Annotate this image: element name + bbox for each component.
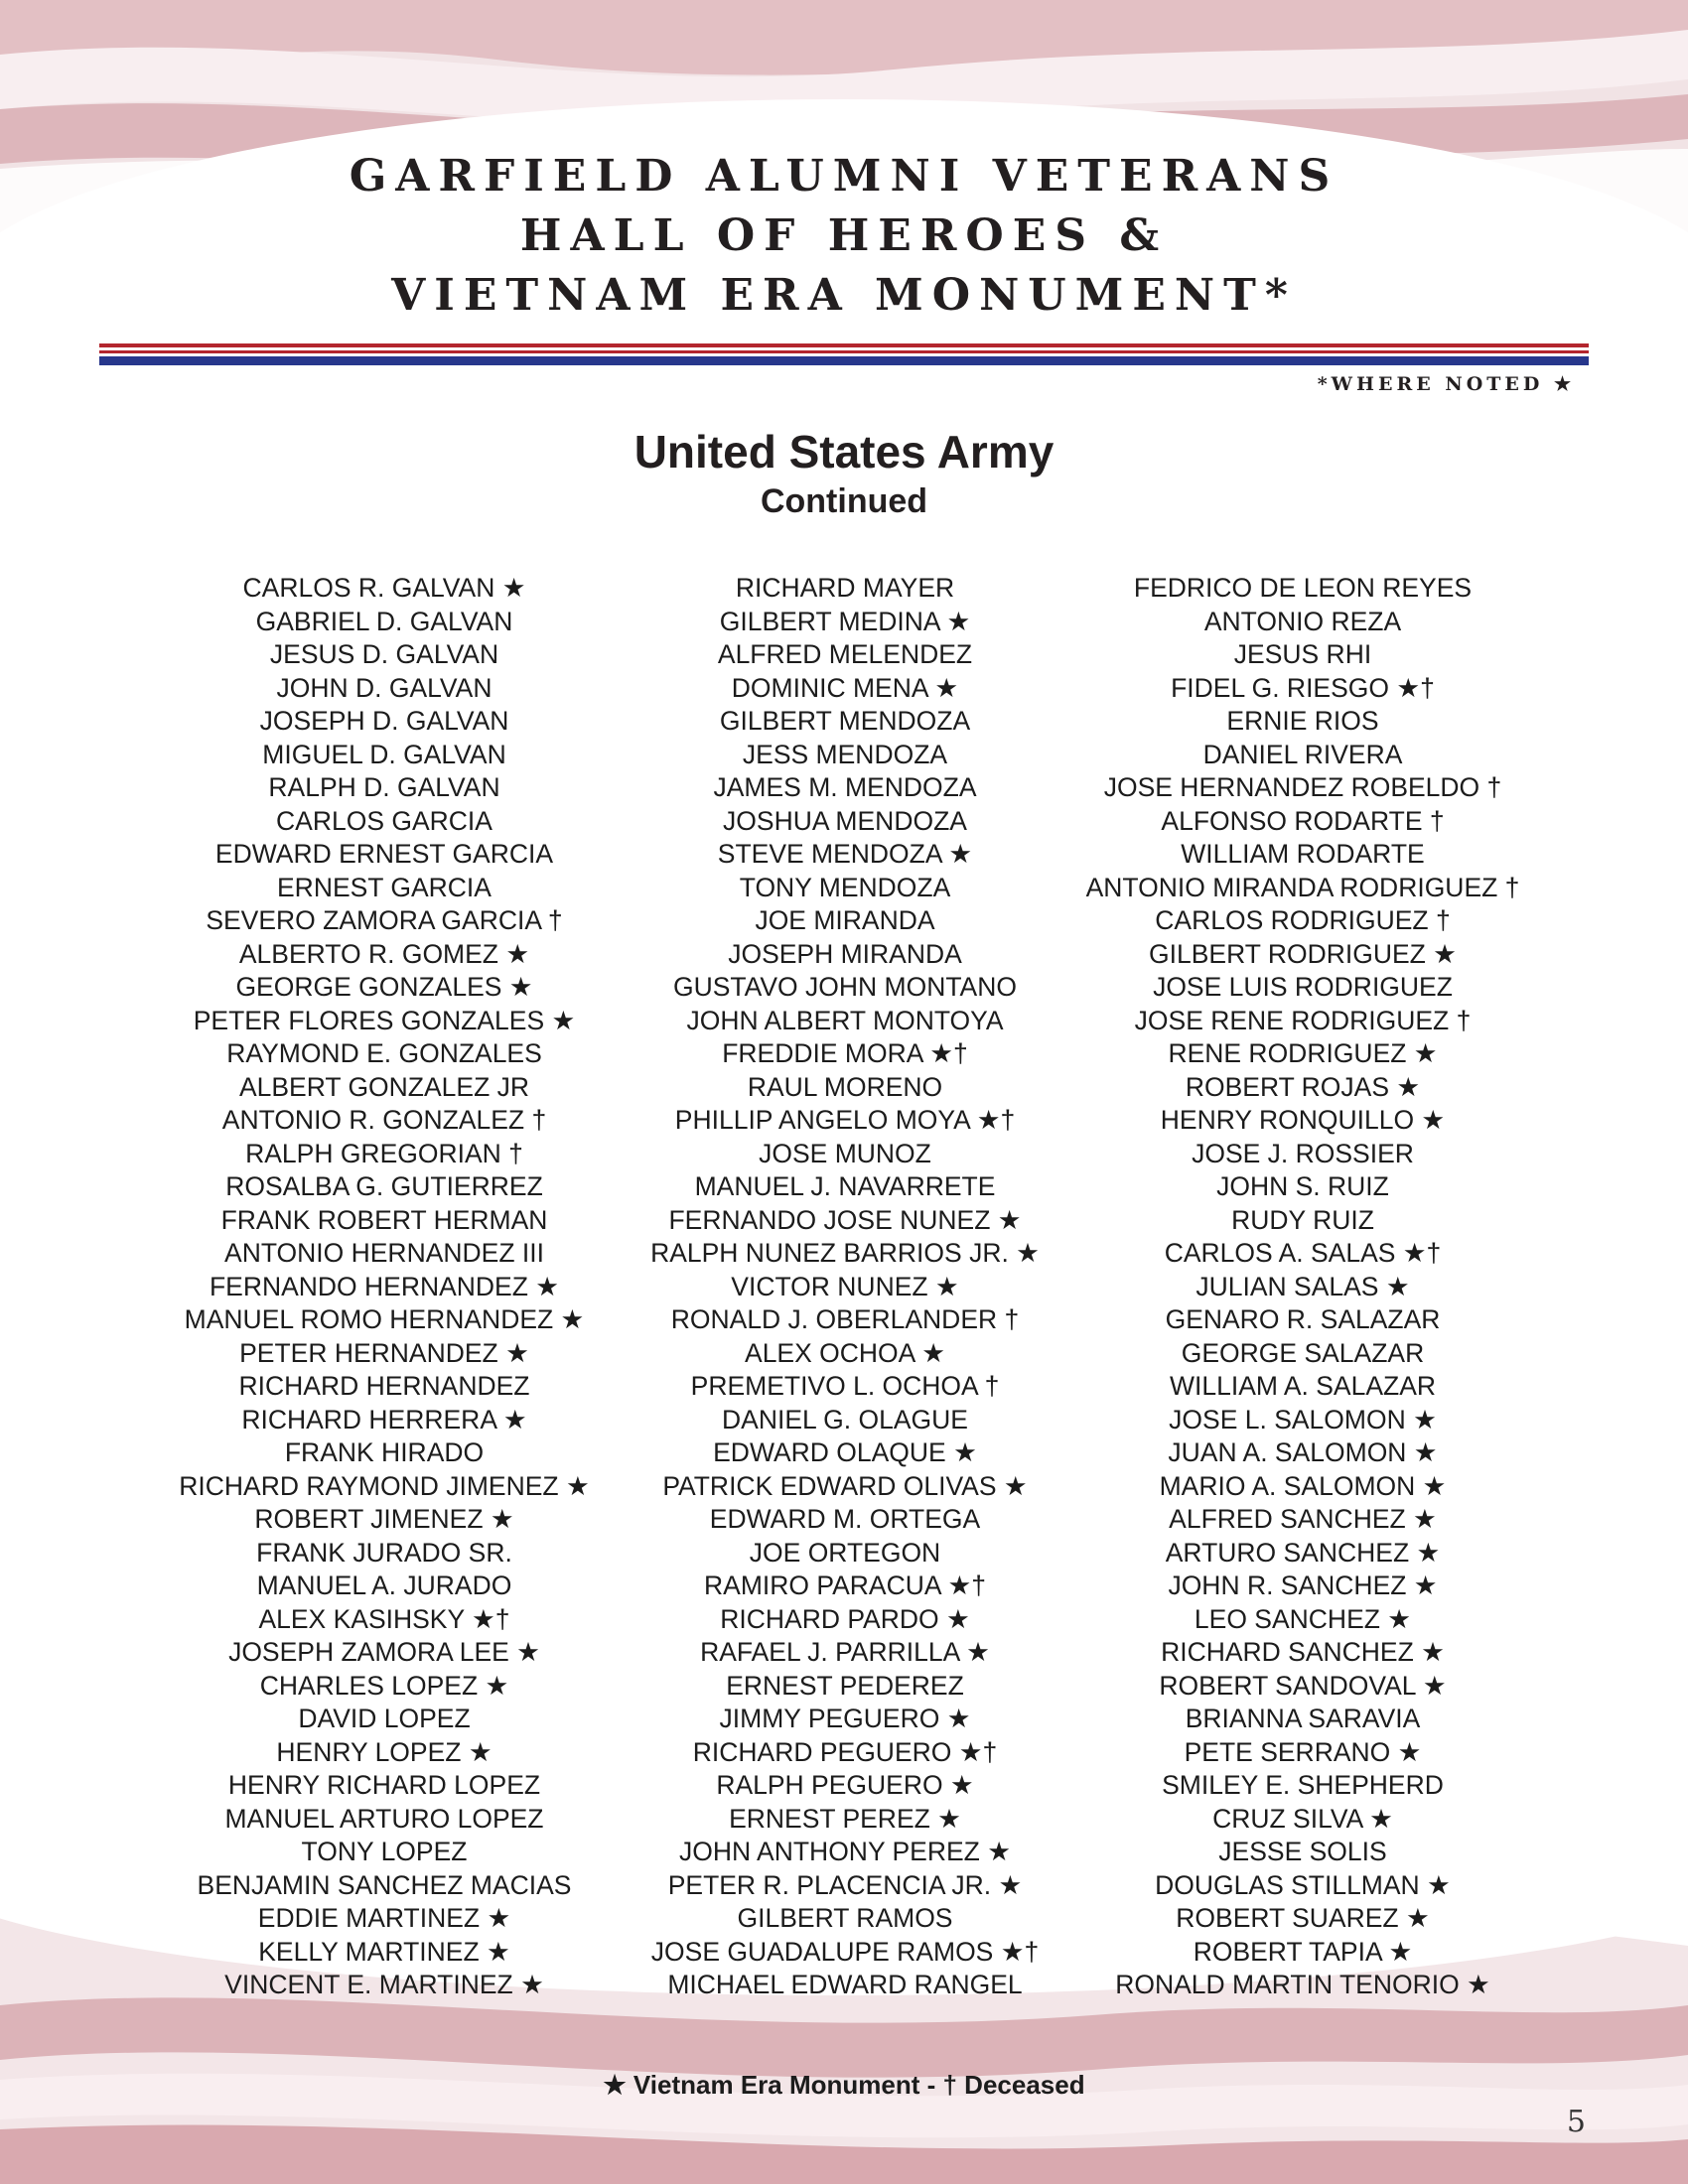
veteran-name: FRANK ROBERT HERMAN (220, 1204, 548, 1235)
blue-rule (99, 356, 1589, 365)
veteran-name: DANIEL RIVERA (1202, 739, 1403, 769)
veteran-name: CARLOS A. SALAS ★† (1164, 1238, 1442, 1268)
names-column-1 (146, 572, 623, 2002)
veteran-name: RENE RODRIGUEZ ★ (1168, 1038, 1438, 1068)
veteran-name: ERNEST PEDEREZ (726, 1670, 964, 1701)
title-line-1: GARFIELD ALUMNI VETERANS (349, 151, 1339, 202)
veteran-name: JOSE LUIS RODRIGUEZ (1153, 972, 1453, 1002)
veteran-name: VINCENT E. MARTINEZ ★ (224, 1970, 544, 1999)
veteran-name: HENRY LOPEZ ★ (276, 1736, 492, 1767)
veteran-name: RONALD MARTIN TENORIO ★ (1115, 1970, 1490, 1999)
veteran-name: FREDDIE MORA ★† (722, 1038, 968, 1068)
veteran-name: CHARLES LOPEZ ★ (259, 1670, 509, 1701)
veteran-name: SMILEY E. SHEPHERD (1162, 1770, 1444, 1800)
veteran-name: RAFAEL J. PARRILLA ★ (700, 1637, 990, 1667)
veteran-name: SEVERO ZAMORA GARCIA † (206, 905, 563, 935)
veteran-name: JOSHUA MENDOZA (723, 805, 967, 836)
veteran-name: RICHARD HERNANDEZ (238, 1371, 530, 1401)
veteran-name: RALPH GREGORIAN † (245, 1138, 523, 1168)
veteran-name: JOHN S. RUIZ (1216, 1171, 1389, 1201)
veteran-name: CARLOS RODRIGUEZ † (1155, 905, 1451, 935)
veteran-name: BRIANNA SARAVIA (1185, 1704, 1421, 1733)
veteran-name: ERNEST PEREZ ★ (729, 1803, 961, 1834)
section-title: United States Army (633, 426, 1055, 478)
veteran-name: ALBERT GONZALEZ JR (238, 1071, 530, 1102)
veteran-name: JOSE HERNANDEZ ROBELDO † (1103, 772, 1502, 802)
veteran-name: JOSE L. SALOMON ★ (1169, 1404, 1437, 1434)
veteran-name: JOE MIRANDA (755, 905, 935, 935)
veteran-name: RALPH D. GALVAN (268, 772, 500, 802)
veteran-name: JOHN ANTHONY PEREZ ★ (679, 1837, 1011, 1866)
veteran-name: HENRY RONQUILLO ★ (1160, 1105, 1446, 1135)
veteran-name: MANUEL A. JURADO (256, 1570, 512, 1600)
veteran-name: RICHARD MAYER (735, 573, 955, 603)
veteran-name: JOSE RENE RODRIGUEZ † (1134, 1005, 1472, 1035)
veteran-name: RUDY RUIZ (1231, 1204, 1374, 1235)
veteran-name: MANUEL ROMO HERNANDEZ ★ (184, 1304, 585, 1334)
veteran-name: RAUL MORENO (747, 1071, 943, 1102)
veteran-name: GILBERT MENDOZA (719, 706, 971, 736)
veteran-name: PETER FLORES GONZALES ★ (193, 1005, 576, 1035)
veteran-name: WILLIAM RODARTE (1181, 839, 1425, 869)
page-title (0, 147, 1688, 326)
veteran-name: ANTONIO HERNANDEZ III (224, 1238, 544, 1268)
veteran-name: JOE ORTEGON (749, 1537, 941, 1568)
veteran-name: RICHARD HERRERA ★ (241, 1404, 527, 1434)
veteran-name: MANUEL J. NAVARRETE (694, 1171, 996, 1201)
veteran-name: GEORGE GONZALES ★ (235, 972, 533, 1002)
veteran-name: GABRIEL D. GALVAN (255, 606, 513, 636)
veteran-name: MICHAEL EDWARD RANGEL (667, 1970, 1023, 1999)
veteran-name: JOSEPH ZAMORA LEE ★ (228, 1637, 540, 1667)
veteran-name: DOUGLAS STILLMAN ★ (1155, 1869, 1451, 1900)
veteran-name: JOHN D. GALVAN (276, 672, 492, 703)
veteran-name: PETER HERNANDEZ ★ (239, 1337, 529, 1368)
veteran-name: PETER R. PLACENCIA JR. ★ (667, 1869, 1023, 1900)
veteran-name: PHILLIP ANGELO MOYA ★† (674, 1105, 1016, 1135)
veteran-name: FIDEL G. RIESGO ★† (1171, 672, 1435, 703)
veteran-name: JOSEPH MIRANDA (728, 938, 962, 969)
veteran-name: ALFRED SANCHEZ ★ (1169, 1504, 1437, 1534)
veteran-name: DOMINIC MENA ★ (731, 672, 959, 703)
red-rule-thin (99, 350, 1589, 353)
veteran-name: PETE SERRANO ★ (1184, 1736, 1422, 1767)
veteran-name: GILBERT RAMOS (737, 1903, 953, 1933)
veteran-name: HENRY RICHARD LOPEZ (227, 1770, 541, 1800)
veteran-name: CARLOS R. GALVAN ★ (242, 573, 526, 603)
names-column-3 (1064, 572, 1541, 2002)
veteran-name: FRANK JURADO SR. (256, 1537, 512, 1568)
veteran-name: ROBERT ROJAS ★ (1185, 1071, 1421, 1102)
title-line-3: VIETNAM ERA MONUMENT* (391, 270, 1297, 321)
veteran-name: JESSE SOLIS (1218, 1837, 1387, 1866)
veteran-name: CRUZ SILVA ★ (1212, 1803, 1393, 1834)
veteran-name: RAMIRO PARACUA ★† (704, 1570, 986, 1600)
veteran-name: ALBERTO R. GOMEZ ★ (238, 938, 530, 969)
veteran-name: CARLOS GARCIA (276, 805, 492, 836)
veteran-name: JESS MENDOZA (742, 739, 948, 769)
veteran-name: EDDIE MARTINEZ ★ (257, 1903, 511, 1933)
veteran-name: RICHARD SANCHEZ ★ (1161, 1637, 1445, 1667)
veteran-name: RALPH NUNEZ BARRIOS JR. ★ (650, 1238, 1040, 1268)
veteran-name: TONY LOPEZ (301, 1837, 468, 1866)
veteran-name: TONY MENDOZA (739, 872, 951, 902)
veteran-name: RONALD J. OBERLANDER † (670, 1304, 1020, 1334)
title-line-2: HALL OF HEROES & (519, 210, 1169, 261)
veteran-name: RALPH PEGUERO ★ (716, 1770, 974, 1800)
veteran-name: GILBERT RODRIGUEZ ★ (1149, 938, 1457, 969)
veteran-name: KELLY MARTINEZ ★ (258, 1936, 510, 1967)
veteran-name: ALEX OCHOA ★ (745, 1337, 945, 1368)
veteran-name: JULIAN SALAS ★ (1196, 1271, 1410, 1301)
veteran-name: EDWARD ERNEST GARCIA (214, 839, 554, 869)
veteran-name: GILBERT MEDINA ★ (719, 606, 971, 636)
veteran-name: JAMES M. MENDOZA (713, 772, 977, 802)
veteran-name: PATRICK EDWARD OLIVAS ★ (662, 1470, 1028, 1501)
page-number: 5 (1566, 2105, 1586, 2139)
veteran-name: ALFRED MELENDEZ (717, 639, 973, 669)
veteran-name: FERNANDO HERNANDEZ ★ (209, 1271, 560, 1301)
veteran-name: RICHARD PEGUERO ★† (692, 1736, 998, 1767)
veteran-name: ERNEST GARCIA (277, 872, 492, 902)
veteran-name: JESUS RHI (1233, 639, 1372, 669)
veteran-name: ALFONSO RODARTE † (1161, 805, 1445, 836)
veteran-name: JOSE MUNOZ (759, 1138, 931, 1168)
veteran-name: RICHARD RAYMOND JIMENEZ ★ (179, 1470, 590, 1501)
veteran-name: FEDRICO DE LEON REYES (1133, 573, 1473, 603)
veteran-name: DAVID LOPEZ (298, 1704, 471, 1733)
veteran-name: GUSTAVO JOHN MONTANO (673, 972, 1017, 1002)
veteran-name: JOSE GUADALUPE RAMOS ★† (650, 1936, 1040, 1967)
section-subtitle: Continued (760, 482, 928, 520)
veteran-name: JOSEPH D. GALVAN (259, 706, 509, 736)
veteran-name: MARIO A. SALOMON ★ (1159, 1470, 1447, 1501)
veteran-name: EDWARD M. ORTEGA (709, 1504, 981, 1534)
veteran-name: JESUS D. GALVAN (269, 639, 499, 669)
veteran-name: ALEX KASIHSKY ★† (258, 1603, 510, 1634)
veteran-name: ERNIE RIOS (1226, 706, 1379, 736)
veteran-name: JOHN ALBERT MONTOYA (686, 1005, 1004, 1035)
veteran-name: PREMETIVO L. OCHOA † (690, 1371, 1000, 1401)
veteran-name: STEVE MENDOZA ★ (717, 839, 973, 869)
veteran-name: GENARO R. SALAZAR (1165, 1304, 1441, 1334)
veteran-name: JUAN A. SALOMON ★ (1168, 1437, 1438, 1467)
veteran-name: BENJAMIN SANCHEZ MACIAS (197, 1869, 572, 1900)
veteran-name: MANUEL ARTURO LOPEZ (224, 1803, 544, 1834)
veteran-name: ROBERT SUAREZ ★ (1176, 1903, 1430, 1933)
veteran-name: DANIEL G. OLAGUE (722, 1404, 968, 1434)
veteran-name: JIMMY PEGUERO ★ (719, 1704, 971, 1733)
veteran-name: WILLIAM A. SALAZAR (1169, 1371, 1437, 1401)
veteran-name: GEORGE SALAZAR (1181, 1337, 1425, 1368)
veteran-name: LEO SANCHEZ ★ (1194, 1603, 1412, 1634)
veteran-name: RAYMOND E. GONZALES (226, 1038, 542, 1068)
veteran-name: ANTONIO REZA (1203, 606, 1402, 636)
red-rule (99, 343, 1589, 347)
veteran-name: FERNANDO JOSE NUNEZ ★ (668, 1204, 1022, 1235)
veteran-name: MIGUEL D. GALVAN (262, 739, 506, 769)
veteran-name: RICHARD PARDO ★ (720, 1603, 970, 1634)
veteran-name: EDWARD OLAQUE ★ (713, 1437, 977, 1467)
veteran-name: ARTURO SANCHEZ ★ (1165, 1537, 1441, 1568)
veteran-name: ROBERT JIMENEZ ★ (254, 1504, 514, 1534)
veteran-name: ROSALBA G. GUTIERREZ (225, 1171, 543, 1201)
veteran-name: JOSE J. ROSSIER (1192, 1138, 1414, 1168)
veteran-name: FRANK HIRADO (284, 1437, 485, 1467)
veteran-name: JOHN R. SANCHEZ ★ (1168, 1570, 1438, 1600)
veteran-name: ANTONIO MIRANDA RODRIGUEZ † (1085, 872, 1520, 902)
veteran-name: ROBERT SANDOVAL ★ (1159, 1670, 1447, 1701)
legend: ★ Vietnam Era Monument - † Deceased (603, 2070, 1085, 2100)
names-column-2 (607, 572, 1083, 2002)
where-noted-note: *WHERE NOTED ★ (1317, 373, 1575, 395)
veteran-name: ROBERT TAPIA ★ (1193, 1936, 1413, 1967)
veteran-name: ANTONIO R. GONZALEZ † (221, 1105, 547, 1135)
veteran-name: VICTOR NUNEZ ★ (731, 1271, 959, 1301)
